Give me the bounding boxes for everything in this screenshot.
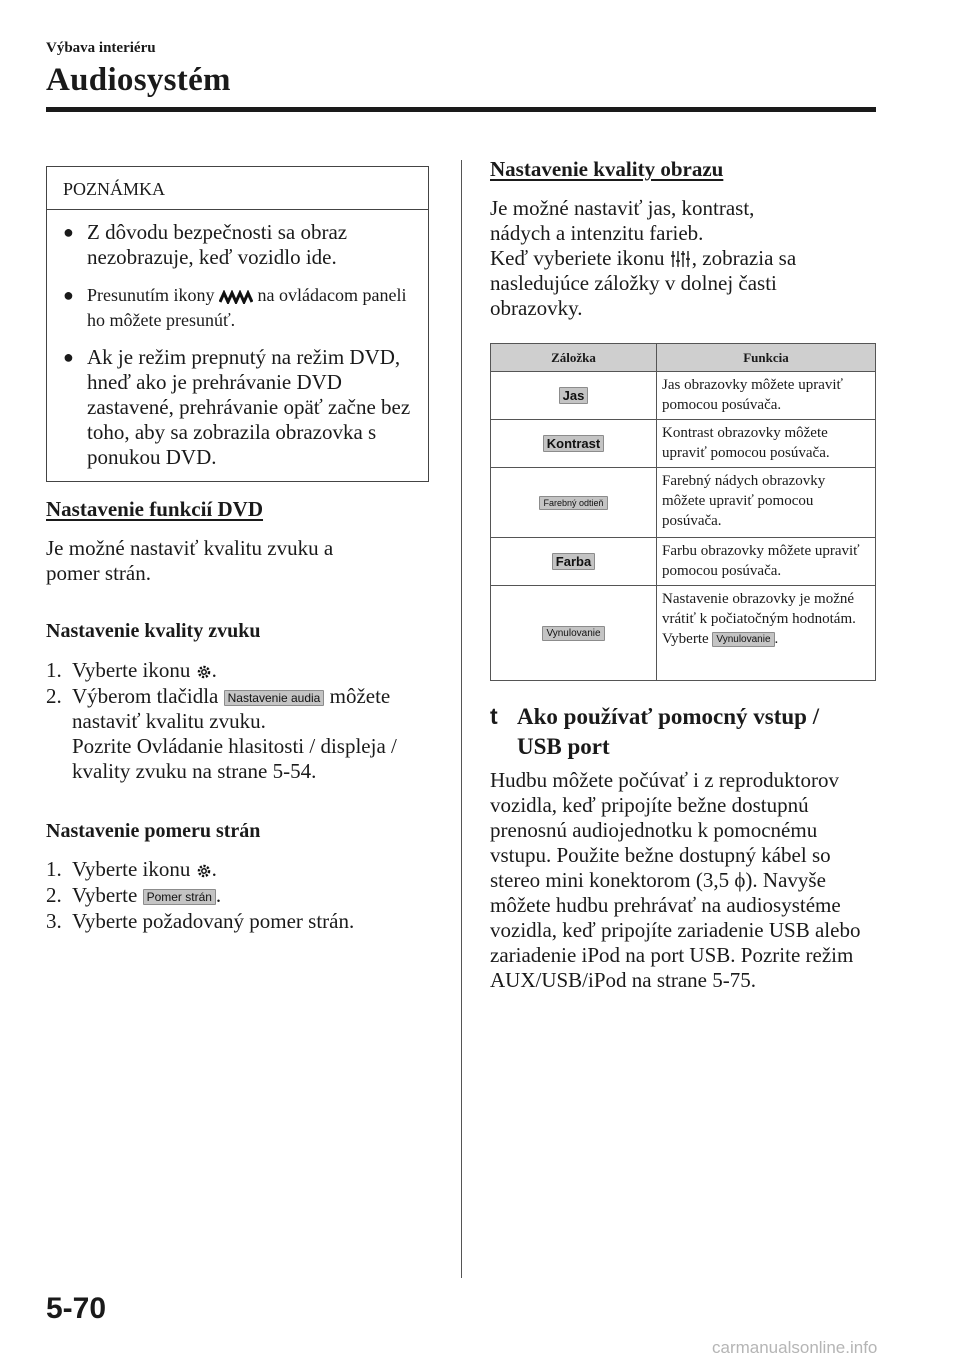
audio-settings-button: Nastavenie audia: [224, 690, 325, 706]
aux-paragraph: Hudbu môžete počúvať i z reproduktorov vozidla, keď pripojíte bežne dostupnú prenosnú audiojednotku k pomocnému vstupu. Použite bežne dostupný kábel so stereo mini konektorom (3,5 ϕ). Navyše môžete hudbu prehrávať na audiosystéme vozidla, keď pripojíte zariadenie USB alebo zariadenie iPod na port USB. Pozrite režim AUX/USB/iPod na strane 5-75.: [490, 768, 861, 992]
tab-reset: Vynulovanie: [542, 626, 604, 641]
column-header-tab: Záložka: [491, 344, 657, 372]
table-cell: Farebný nádych obrazovky môžete upraviť pomocou posúvača.: [657, 468, 876, 538]
note-item: [63, 345, 418, 470]
column-header-function: Funkcia: [657, 344, 876, 372]
aspect-step-2: [46, 883, 426, 908]
step-text-after: môžete nastaviť kvalitu zvuku.: [72, 684, 391, 733]
note-text: [63, 283, 418, 333]
table-cell: Jas obrazovky môžete upraviť pomocou posúvača.: [657, 372, 876, 420]
aux-heading: Ako používať pomocný vstup / USB port: [517, 704, 820, 759]
note-item: [63, 220, 418, 270]
column-divider: [461, 160, 462, 1278]
picture-settings-table: [490, 343, 876, 681]
table-cell: Kontrast obrazovky môžete upraviť pomocou posúvača.: [657, 420, 876, 468]
table-cell: Farbu obrazovky môžete upraviť pomocou posúvača.: [657, 538, 876, 586]
table-row: [491, 586, 876, 681]
step-reference: Pozrite Ovládanie hlasitosti / displeja / kvality zvuku na strane 5-54.: [72, 734, 397, 783]
reset-button: Vynulovanie: [712, 632, 774, 647]
sound-step-1: [46, 658, 426, 683]
table-row: [491, 468, 876, 538]
tab-contrast: Kontrast: [543, 435, 604, 452]
bullet-icon: ●: [63, 285, 74, 305]
step-text: Vyberte požadovaný pomer strán.: [72, 909, 355, 933]
step-end: .: [215, 883, 222, 907]
sound-step-2: [46, 684, 436, 784]
sound-heading: Nastavenie kvality zvuku: [46, 620, 261, 642]
dvd-heading: Nastavenie funkcií DVD: [46, 497, 264, 521]
page-title: Audiosystém: [46, 62, 231, 98]
bullet-icon: ●: [63, 222, 74, 242]
step-text: Vyberte ikonu: [72, 658, 191, 682]
equalizer-icon: [670, 250, 692, 268]
table-cell-extra: Vyberte: [662, 631, 709, 647]
picture-heading: Nastavenie kvality obrazu: [490, 157, 724, 181]
table-cell-end: .: [774, 631, 779, 647]
aspect-step-3: [46, 909, 446, 934]
watermark: carmanualsonline.info: [712, 1338, 878, 1357]
move-handle-icon: [219, 290, 253, 304]
table-cell: [657, 586, 876, 681]
table-row: [491, 538, 876, 586]
step-number: 1.: [46, 857, 62, 881]
table-row: [491, 420, 876, 468]
gear-icon: [196, 863, 212, 879]
step-number: 1.: [46, 658, 62, 682]
table-cell-text: Nastavenie obrazovky je možné vrátiť k počiatočným hodnotám.: [662, 591, 856, 627]
picture-intro-2: Keď vyberiete ikonu: [490, 246, 665, 270]
page-number: 5-70: [46, 1292, 107, 1325]
note-box: [46, 166, 429, 482]
note-title: POZNÁMKA: [47, 167, 428, 210]
tab-brightness: Jas: [559, 387, 589, 404]
dvd-intro: Je možné nastaviť kvalitu zvuku a pomer strán.: [46, 536, 334, 585]
tab-color: Farba: [552, 553, 595, 570]
note-text: Z dôvodu bezpečnosti sa obraz nezobrazuje, keď vozidlo ide.: [87, 220, 348, 269]
step-number: 2.: [46, 684, 62, 708]
aspect-ratio-button: Pomer strán: [143, 889, 216, 905]
step-text: Výberom tlačidla: [72, 684, 219, 708]
step-text: Vyberte: [72, 883, 138, 907]
bullet-icon: ●: [63, 347, 74, 367]
note-text: Ak je režim prepnutý na režim DVD, hneď ako je prehrávanie DVD zastavené, prehrávanie opäť začne bez toho, aby sa zobrazila obrazovka s ponukou DVD.: [87, 345, 411, 469]
note-text-before: Presunutím ikony: [87, 285, 215, 305]
section-marker-icon: t: [490, 703, 498, 729]
table-header-row: [491, 344, 876, 372]
picture-intro-1: Je možné nastaviť jas, kontrast, nádych a intenzitu farieb.: [490, 196, 755, 245]
aspect-step-1: [46, 857, 426, 882]
step-number: 3.: [46, 909, 62, 933]
aspect-heading: Nastavenie pomeru strán: [46, 820, 261, 842]
note-text-after: na ovládacom paneli ho môžete presunúť.: [87, 285, 407, 330]
tab-tint: Farebný odtieň: [539, 496, 607, 510]
step-text: Vyberte ikonu: [72, 857, 191, 881]
picture-intro-3: , zobrazia sa nasledujúce záložky v dolnej časti obrazovky.: [490, 246, 797, 320]
note-item: [63, 283, 418, 333]
step-end: .: [211, 857, 217, 881]
step-end: .: [211, 658, 217, 682]
header-rule: [46, 107, 876, 112]
section-label: Výbava interiéru: [46, 40, 156, 56]
gear-icon: [196, 664, 212, 680]
step-number: 2.: [46, 883, 62, 907]
table-row: [491, 372, 876, 420]
picture-intro: [490, 196, 810, 321]
